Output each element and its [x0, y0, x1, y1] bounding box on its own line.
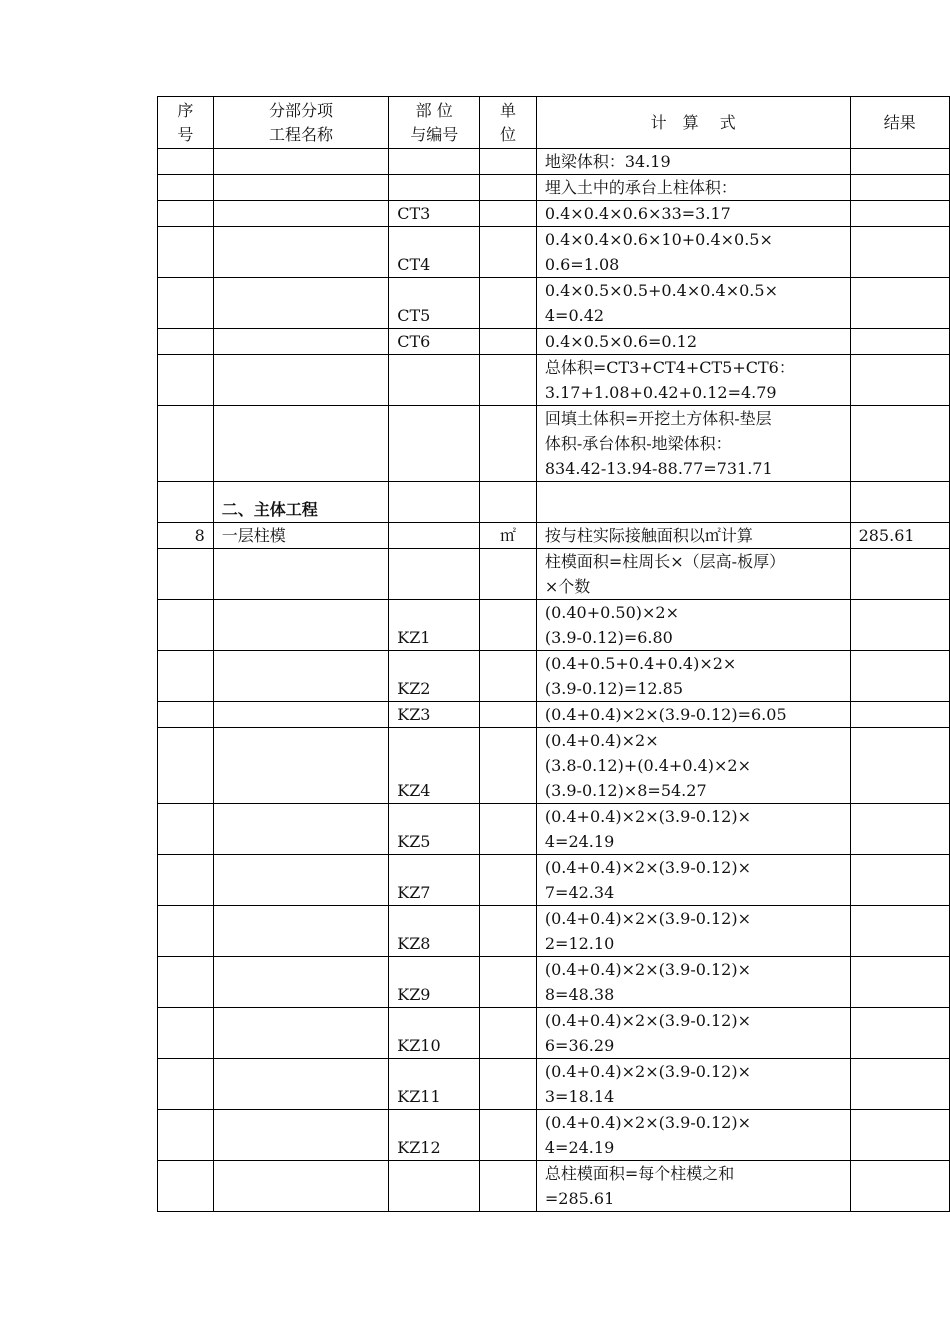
row-unit — [480, 329, 537, 355]
row-result — [850, 175, 949, 201]
row-seq — [158, 482, 214, 523]
row-result — [850, 278, 949, 329]
row-position-code: KZ10 — [389, 1008, 480, 1059]
header-name: 分部分项 工程名称 — [213, 97, 388, 149]
row-name: 一层柱模 — [213, 523, 388, 549]
row-position-code: KZ8 — [389, 906, 480, 957]
table-body — [158, 149, 950, 1212]
row-name — [213, 728, 388, 804]
row-formula: 0.4×0.4×0.6×10+0.4×0.5× 0.6=1.08 — [536, 227, 850, 278]
row-position-code: CT3 — [389, 201, 480, 227]
row-formula: (0.4+0.4)×2×(3.9-0.12)× 4=24.19 — [536, 804, 850, 855]
row-formula: (0.40+0.50)×2× (3.9-0.12)=6.80 — [536, 600, 850, 651]
row-seq — [158, 702, 214, 728]
row-position-code — [389, 355, 480, 406]
row-result — [850, 651, 949, 702]
table-row — [158, 728, 950, 804]
table-row — [158, 227, 950, 278]
row-name — [213, 355, 388, 406]
row-formula: (0.4+0.4)×2×(3.9-0.12)× 6=36.29 — [536, 1008, 850, 1059]
row-position-code: KZ9 — [389, 957, 480, 1008]
table-row — [158, 957, 950, 1008]
row-unit — [480, 702, 537, 728]
row-result — [850, 804, 949, 855]
row-unit — [480, 227, 537, 278]
row-seq — [158, 1008, 214, 1059]
row-position-code — [389, 175, 480, 201]
row-position-code: KZ4 — [389, 728, 480, 804]
row-seq — [158, 1059, 214, 1110]
row-seq — [158, 201, 214, 227]
row-result — [850, 1059, 949, 1110]
row-position-code: KZ7 — [389, 855, 480, 906]
row-formula: (0.4+0.4)×2×(3.9-0.12)× 3=18.14 — [536, 1059, 850, 1110]
row-name — [213, 549, 388, 600]
row-formula: (0.4+0.4)×2×(3.9-0.12)=6.05 — [536, 702, 850, 728]
row-seq — [158, 957, 214, 1008]
row-formula: 按与柱实际接触面积以㎡计算 — [536, 523, 850, 549]
row-unit — [480, 957, 537, 1008]
table-row — [158, 906, 950, 957]
table-row — [158, 702, 950, 728]
row-result — [850, 549, 949, 600]
row-seq — [158, 227, 214, 278]
row-seq — [158, 855, 214, 906]
row-seq — [158, 728, 214, 804]
row-formula: 总体积=CT3+CT4+CT5+CT6： 3.17+1.08+0.42+0.12=4.79 — [536, 355, 850, 406]
row-result — [850, 482, 949, 523]
row-unit — [480, 278, 537, 329]
row-result — [850, 728, 949, 804]
table-row — [158, 1008, 950, 1059]
row-result — [850, 906, 949, 957]
row-formula: 0.4×0.5×0.6=0.12 — [536, 329, 850, 355]
row-formula: (0.4+0.4)×2×(3.9-0.12)× 4=24.19 — [536, 1110, 850, 1161]
row-result: 285.61 — [850, 523, 949, 549]
row-unit — [480, 906, 537, 957]
table-row — [158, 406, 950, 482]
row-result — [850, 406, 949, 482]
row-unit — [480, 201, 537, 227]
row-position-code — [389, 482, 480, 523]
table-row — [158, 855, 950, 906]
row-unit — [480, 600, 537, 651]
table-row — [158, 175, 950, 201]
row-formula: 回填土体积=开挖土方体积-垫层 体积-承台体积-地梁体积： 834.42-13.94-88.77=731.71 — [536, 406, 850, 482]
row-seq — [158, 906, 214, 957]
row-position-code — [389, 1161, 480, 1212]
row-unit: ㎡ — [480, 523, 537, 549]
row-unit — [480, 482, 537, 523]
row-name — [213, 175, 388, 201]
row-unit — [480, 549, 537, 600]
row-name — [213, 406, 388, 482]
table-row — [158, 329, 950, 355]
row-result — [850, 702, 949, 728]
row-name — [213, 201, 388, 227]
row-result — [850, 201, 949, 227]
row-result — [850, 1008, 949, 1059]
row-name — [213, 278, 388, 329]
row-position-code: KZ11 — [389, 1059, 480, 1110]
row-name — [213, 149, 388, 175]
row-seq — [158, 804, 214, 855]
row-seq — [158, 651, 214, 702]
table-row — [158, 1161, 950, 1212]
row-position-code — [389, 523, 480, 549]
table-row — [158, 1110, 950, 1161]
row-position-code: CT4 — [389, 227, 480, 278]
row-seq — [158, 355, 214, 406]
table-row — [158, 804, 950, 855]
row-seq — [158, 1161, 214, 1212]
row-name — [213, 1008, 388, 1059]
row-formula: 柱模面积=柱周长×（层高-板厚） ×个数 — [536, 549, 850, 600]
row-result — [850, 355, 949, 406]
row-position-code: CT6 — [389, 329, 480, 355]
row-name: 二、主体工程 — [213, 482, 388, 523]
row-formula: (0.4+0.4)×2×(3.9-0.12)× 7=42.34 — [536, 855, 850, 906]
row-formula: 0.4×0.4×0.6×33=3.17 — [536, 201, 850, 227]
row-position-code: CT5 — [389, 278, 480, 329]
row-unit — [480, 175, 537, 201]
row-name — [213, 600, 388, 651]
row-seq — [158, 549, 214, 600]
row-result — [850, 329, 949, 355]
row-formula: 总柱模面积=每个柱模之和 =285.61 — [536, 1161, 850, 1212]
row-name — [213, 329, 388, 355]
row-seq — [158, 175, 214, 201]
row-seq — [158, 278, 214, 329]
row-name — [213, 1059, 388, 1110]
row-unit — [480, 651, 537, 702]
row-position-code: KZ1 — [389, 600, 480, 651]
table-row — [158, 651, 950, 702]
row-formula: 0.4×0.5×0.5+0.4×0.4×0.5× 4=0.42 — [536, 278, 850, 329]
table-row — [158, 201, 950, 227]
row-position-code: KZ5 — [389, 804, 480, 855]
row-seq — [158, 600, 214, 651]
row-formula: (0.4+0.5+0.4+0.4)×2× (3.9-0.12)=12.85 — [536, 651, 850, 702]
row-unit — [480, 1161, 537, 1212]
row-formula: (0.4+0.4)×2× (3.8-0.12)+(0.4+0.4)×2× (3.9-0.12)×8=54.27 — [536, 728, 850, 804]
row-position-code: KZ12 — [389, 1110, 480, 1161]
header-unit: 单 位 — [480, 97, 537, 149]
row-result — [850, 227, 949, 278]
row-formula: 埋入土中的承台上柱体积： — [536, 175, 850, 201]
table-row — [158, 1059, 950, 1110]
row-name — [213, 227, 388, 278]
row-seq — [158, 329, 214, 355]
header-row — [158, 97, 950, 149]
row-position-code — [389, 406, 480, 482]
header-formula: 计 算 式 — [536, 97, 850, 149]
row-seq — [158, 406, 214, 482]
row-unit — [480, 1008, 537, 1059]
header-seq: 序 号 — [158, 97, 214, 149]
table-row — [158, 549, 950, 600]
table-header — [158, 97, 950, 149]
row-name — [213, 1161, 388, 1212]
header-result: 结果 — [850, 97, 949, 149]
row-unit — [480, 1110, 537, 1161]
row-name — [213, 855, 388, 906]
row-name — [213, 1110, 388, 1161]
row-formula: (0.4+0.4)×2×(3.9-0.12)× 8=48.38 — [536, 957, 850, 1008]
row-name — [213, 906, 388, 957]
row-formula: (0.4+0.4)×2×(3.9-0.12)× 2=12.10 — [536, 906, 850, 957]
row-name — [213, 804, 388, 855]
table-row — [158, 482, 950, 523]
table-row — [158, 149, 950, 175]
row-seq — [158, 149, 214, 175]
row-result — [850, 1161, 949, 1212]
row-position-code — [389, 149, 480, 175]
row-result — [850, 855, 949, 906]
table-row — [158, 355, 950, 406]
table-row — [158, 278, 950, 329]
row-name — [213, 957, 388, 1008]
row-unit — [480, 855, 537, 906]
row-unit — [480, 355, 537, 406]
calculation-table — [157, 96, 950, 1212]
row-seq: 8 — [158, 523, 214, 549]
table-row — [158, 600, 950, 651]
row-formula: 地梁体积：34.19 — [536, 149, 850, 175]
row-position-code: KZ3 — [389, 702, 480, 728]
row-result — [850, 957, 949, 1008]
row-unit — [480, 406, 537, 482]
row-result — [850, 600, 949, 651]
row-result — [850, 149, 949, 175]
row-unit — [480, 149, 537, 175]
row-name — [213, 702, 388, 728]
row-position-code: KZ2 — [389, 651, 480, 702]
row-unit — [480, 1059, 537, 1110]
row-position-code — [389, 549, 480, 600]
table-row — [158, 523, 950, 549]
row-unit — [480, 804, 537, 855]
row-result — [850, 1110, 949, 1161]
header-position: 部 位 与编号 — [389, 97, 480, 149]
row-name — [213, 651, 388, 702]
row-formula — [536, 482, 850, 523]
row-seq — [158, 1110, 214, 1161]
row-unit — [480, 728, 537, 804]
